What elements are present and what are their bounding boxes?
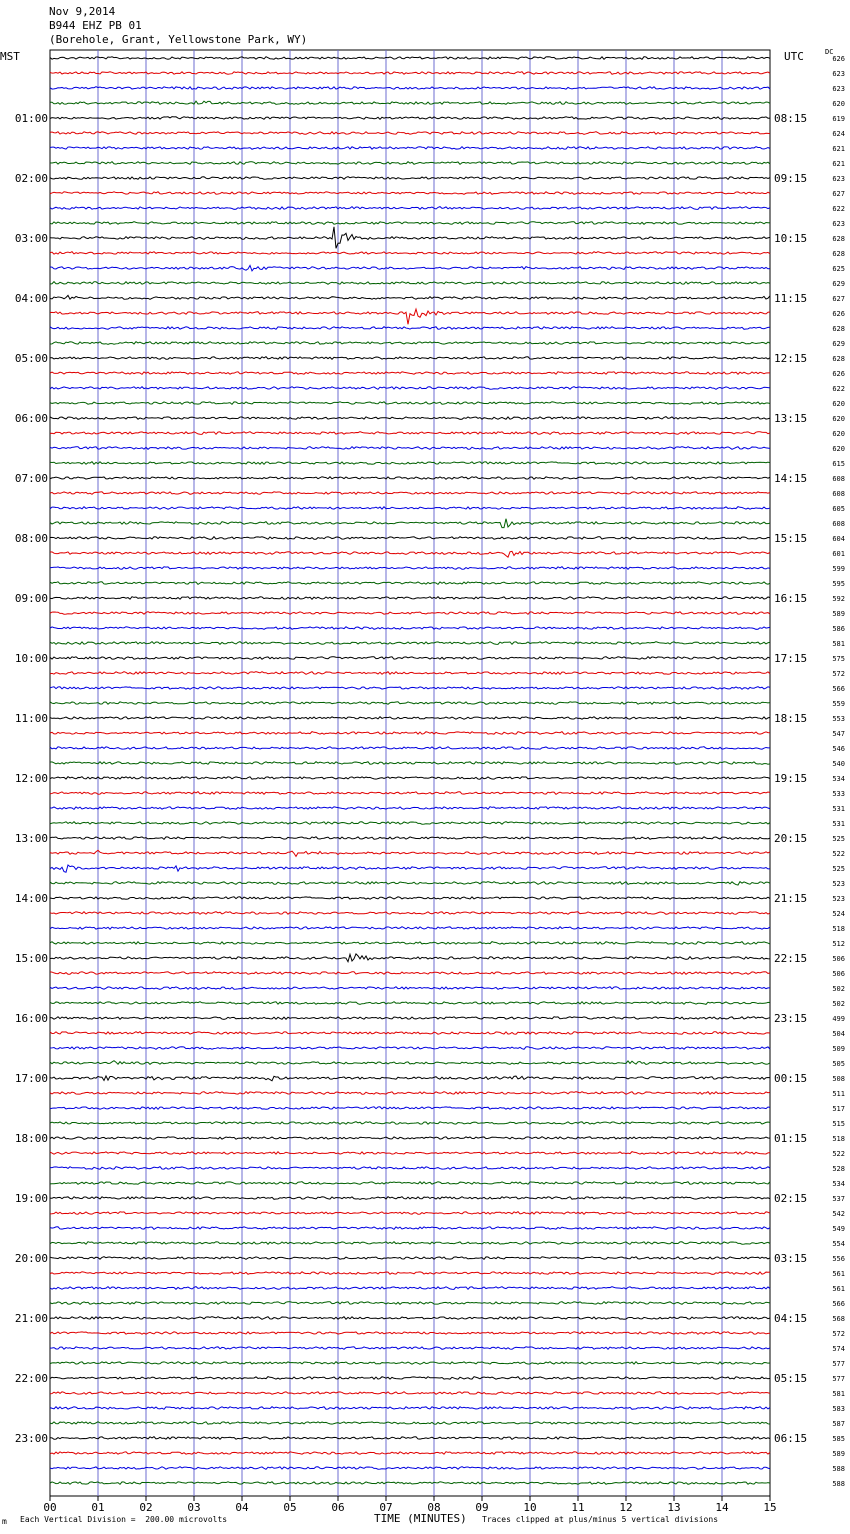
trace-line xyxy=(50,1347,770,1350)
trace-line xyxy=(50,282,770,285)
trace-line xyxy=(50,1107,770,1110)
x-tick-label: 13 xyxy=(667,1501,681,1514)
x-tick-label: 08 xyxy=(427,1501,441,1514)
trace-line xyxy=(50,792,770,795)
hour-label-right: 00:15 xyxy=(774,1072,808,1085)
dc-offset-label: 626 xyxy=(832,310,845,318)
dc-offset-label: 533 xyxy=(832,790,845,798)
hour-label-right: 16:15 xyxy=(774,592,808,605)
trace-line xyxy=(50,1032,770,1035)
x-tick-label: 10 xyxy=(523,1501,537,1514)
dc-offset-label: 625 xyxy=(832,265,845,273)
trace-line xyxy=(50,1332,770,1335)
trace-line xyxy=(50,1242,770,1245)
hour-label-left: 07:00 xyxy=(14,472,48,485)
dc-offset-label: 628 xyxy=(832,250,845,258)
trace-line xyxy=(50,162,770,165)
dc-offset-label: 624 xyxy=(832,130,845,138)
dc-offset-label: 556 xyxy=(832,1255,845,1263)
hour-label-right: 09:15 xyxy=(774,172,808,185)
dc-offset-label: 523 xyxy=(832,895,845,903)
trace-line xyxy=(50,147,770,150)
trace-line xyxy=(50,972,770,975)
dc-offset-label: 549 xyxy=(832,1225,845,1233)
trace-line xyxy=(50,837,770,840)
dc-offset-label: 587 xyxy=(832,1420,845,1428)
dc-offset-label: 588 xyxy=(832,1465,845,1473)
trace-line xyxy=(50,627,770,630)
hour-label-right: 03:15 xyxy=(774,1252,808,1265)
trace-line xyxy=(50,807,770,810)
hour-label-right: 13:15 xyxy=(774,412,808,425)
right-timezone-label: UTC xyxy=(784,50,804,63)
dc-offset-label: 561 xyxy=(832,1270,845,1278)
trace-line xyxy=(50,387,770,390)
trace-line xyxy=(50,1392,770,1395)
trace-line xyxy=(50,1407,770,1410)
trace-line xyxy=(50,477,770,480)
dc-offset-label: 629 xyxy=(832,280,845,288)
dc-offset-label: 522 xyxy=(832,1150,845,1158)
trace-line xyxy=(50,1287,770,1290)
dc-offset-label: 531 xyxy=(832,805,845,813)
dc-offset-label: 559 xyxy=(832,700,845,708)
dc-offset-label: 506 xyxy=(832,970,845,978)
trace-line xyxy=(50,1061,770,1065)
trace-line xyxy=(50,357,770,360)
dc-offset-label: 528 xyxy=(832,1165,845,1173)
hour-label-right: 23:15 xyxy=(774,1012,808,1025)
trace-line xyxy=(50,372,770,375)
trace-line xyxy=(50,822,770,825)
trace-line xyxy=(50,57,770,60)
dc-offset-label: 605 xyxy=(832,505,845,513)
dc-offset-label: 581 xyxy=(832,640,845,648)
dc-offset-label: 512 xyxy=(832,940,845,948)
station-location: (Borehole, Grant, Yellowstone Park, WY) xyxy=(49,33,308,46)
trace-line xyxy=(50,417,770,420)
dc-offset-label: 623 xyxy=(832,175,845,183)
dc-offset-label: 561 xyxy=(832,1285,845,1293)
hour-label-left: 10:00 xyxy=(14,652,48,665)
dc-offset-label: 577 xyxy=(832,1375,845,1383)
trace-line xyxy=(50,192,770,195)
hour-label-right: 20:15 xyxy=(774,832,808,845)
hour-label-left: 02:00 xyxy=(14,172,48,185)
dc-label: DC xyxy=(825,48,834,56)
chart-date: Nov 9,2014 xyxy=(49,5,116,18)
trace-line xyxy=(50,1272,770,1275)
dc-offset-label: 626 xyxy=(832,370,845,378)
trace-line xyxy=(50,1257,770,1260)
dc-offset-label: 572 xyxy=(832,1330,845,1338)
trace-line xyxy=(50,612,770,615)
trace-line xyxy=(50,87,770,90)
dc-offset-label: 574 xyxy=(832,1345,845,1353)
dc-offset-label: 568 xyxy=(832,1315,845,1323)
hour-label-right: 14:15 xyxy=(774,472,808,485)
dc-offset-label: 547 xyxy=(832,730,845,738)
trace-line xyxy=(50,865,770,872)
trace-line xyxy=(50,1017,770,1020)
hour-label-right: 22:15 xyxy=(774,952,808,965)
hour-label-right: 06:15 xyxy=(774,1432,808,1445)
x-tick-label: 05 xyxy=(283,1501,297,1514)
dc-offset-label: 627 xyxy=(832,295,845,303)
hour-label-left: 16:00 xyxy=(14,1012,48,1025)
hour-label-left: 20:00 xyxy=(14,1252,48,1265)
trace-line xyxy=(50,1137,770,1140)
scale-note: Each Vertical Division = 200.00 microvolts xyxy=(20,1515,228,1524)
dc-offset-label: 583 xyxy=(832,1405,845,1413)
hour-label-left: 17:00 xyxy=(14,1072,48,1085)
trace-line xyxy=(50,72,770,75)
dc-offset-label: 537 xyxy=(832,1195,845,1203)
trace-line xyxy=(50,309,770,324)
dc-offset-label: 534 xyxy=(832,1180,845,1188)
dc-offset-label: 524 xyxy=(832,910,845,918)
dc-offset-label: 508 xyxy=(832,1075,845,1083)
trace-line xyxy=(50,762,770,765)
dc-offset-label: 629 xyxy=(832,340,845,348)
trace-line xyxy=(50,1422,770,1424)
dc-offset-label: 554 xyxy=(832,1240,845,1248)
trace-line xyxy=(50,132,770,135)
hour-label-left: 15:00 xyxy=(14,952,48,965)
trace-line xyxy=(50,1076,770,1081)
trace-line xyxy=(50,1167,770,1170)
hour-label-right: 19:15 xyxy=(774,772,808,785)
dc-offset-label: 566 xyxy=(832,685,845,693)
x-tick-label: 01 xyxy=(91,1501,105,1514)
x-tick-label: 02 xyxy=(139,1501,153,1514)
x-tick-label: 06 xyxy=(331,1501,345,1514)
x-tick-label: 00 xyxy=(43,1501,57,1514)
clip-note: Traces clipped at plus/minus 5 vertical divisions xyxy=(482,1515,719,1524)
trace-line xyxy=(50,265,770,270)
dc-offset-label: 595 xyxy=(832,580,845,588)
dc-offset-label: 623 xyxy=(832,85,845,93)
trace-line xyxy=(50,1452,770,1455)
dc-offset-label: 518 xyxy=(832,925,845,933)
trace-line xyxy=(50,1092,770,1095)
trace-line xyxy=(50,567,770,570)
dc-offset-label: 502 xyxy=(832,985,845,993)
hour-label-right: 15:15 xyxy=(774,532,808,545)
trace-line xyxy=(50,927,770,930)
dc-offset-label: 619 xyxy=(832,115,845,123)
dc-offset-label: 499 xyxy=(832,1015,845,1023)
dc-offset-label: 517 xyxy=(832,1105,845,1113)
dc-offset-label: 534 xyxy=(832,775,845,783)
trace-line xyxy=(50,717,770,720)
trace-line xyxy=(50,897,770,900)
hour-label-right: 08:15 xyxy=(774,112,808,125)
trace-line xyxy=(50,850,770,856)
dc-offset-label: 546 xyxy=(832,745,845,753)
dc-offset-label: 572 xyxy=(832,670,845,678)
trace-line xyxy=(50,642,770,645)
trace-line xyxy=(50,551,770,557)
trace-line xyxy=(50,207,770,210)
trace-line xyxy=(50,987,770,990)
hour-label-right: 05:15 xyxy=(774,1372,808,1385)
hour-label-left: 13:00 xyxy=(14,832,48,845)
dc-offset-label: 620 xyxy=(832,430,845,438)
x-tick-label: 09 xyxy=(475,1501,489,1514)
x-tick-label: 12 xyxy=(619,1501,633,1514)
trace-line xyxy=(50,672,770,675)
trace-line xyxy=(50,222,770,225)
dc-offset-label: 628 xyxy=(832,355,845,363)
dc-offset-label: 601 xyxy=(832,550,845,558)
hour-label-right: 17:15 xyxy=(774,652,808,665)
trace-line xyxy=(50,597,770,600)
trace-line xyxy=(50,1302,770,1305)
trace-line xyxy=(50,1002,770,1005)
trace-line xyxy=(50,687,770,690)
hour-label-right: 02:15 xyxy=(774,1192,808,1205)
dc-offset-label: 553 xyxy=(832,715,845,723)
trace-line xyxy=(50,582,770,585)
trace-line xyxy=(50,462,770,465)
trace-line xyxy=(50,954,770,962)
trace-line xyxy=(50,402,770,405)
trace-line xyxy=(50,519,770,528)
x-tick-label: 07 xyxy=(379,1501,393,1514)
trace-line xyxy=(50,1197,770,1200)
trace-line xyxy=(50,507,770,510)
dc-offset-label: 620 xyxy=(832,415,845,423)
x-tick-label: 11 xyxy=(571,1501,585,1514)
dc-offset-label: 577 xyxy=(832,1360,845,1368)
dc-offset-label: 599 xyxy=(832,565,845,573)
trace-line xyxy=(50,1212,770,1215)
trace-line xyxy=(50,1362,770,1365)
trace-line xyxy=(50,295,770,299)
hour-label-left: 04:00 xyxy=(14,292,48,305)
dc-offset-label: 586 xyxy=(832,625,845,633)
hour-label-right: 12:15 xyxy=(774,352,808,365)
dc-offset-label: 542 xyxy=(832,1210,845,1218)
hour-label-right: 18:15 xyxy=(774,712,808,725)
hour-label-right: 21:15 xyxy=(774,892,808,905)
trace-line xyxy=(50,942,770,945)
dc-offset-label: 566 xyxy=(832,1300,845,1308)
hour-label-left: 06:00 xyxy=(14,412,48,425)
trace-line xyxy=(50,1227,770,1230)
dc-offset-label: 620 xyxy=(832,100,845,108)
dc-offset-label: 506 xyxy=(832,955,845,963)
trace-line xyxy=(50,1482,770,1485)
hour-label-right: 04:15 xyxy=(774,1312,808,1325)
trace-line xyxy=(50,882,770,885)
dc-offset-label: 623 xyxy=(832,70,845,78)
trace-line xyxy=(50,227,770,249)
hour-label-left: 21:00 xyxy=(14,1312,48,1325)
hour-label-left: 22:00 xyxy=(14,1372,48,1385)
dc-offset-label: 509 xyxy=(832,1045,845,1053)
trace-line xyxy=(50,1467,770,1470)
trace-line xyxy=(50,432,770,435)
trace-line xyxy=(50,1047,770,1050)
trace-line xyxy=(50,252,770,255)
dc-offset-label: 626 xyxy=(832,55,845,63)
dc-offset-label: 608 xyxy=(832,520,845,528)
dc-offset-label: 518 xyxy=(832,1135,845,1143)
dc-offset-label: 525 xyxy=(832,865,845,873)
dc-offset-label: 621 xyxy=(832,145,845,153)
trace-line xyxy=(50,327,770,330)
dc-offset-label: 627 xyxy=(832,190,845,198)
hour-label-left: 09:00 xyxy=(14,592,48,605)
dc-offset-label: 505 xyxy=(832,1060,845,1068)
hour-label-right: 11:15 xyxy=(774,292,808,305)
dc-offset-label: 585 xyxy=(832,1435,845,1443)
dc-offset-label: 623 xyxy=(832,220,845,228)
hour-label-left: 11:00 xyxy=(14,712,48,725)
dc-offset-label: 531 xyxy=(832,820,845,828)
dc-offset-label: 615 xyxy=(832,460,845,468)
left-timezone-label: MST xyxy=(0,50,20,63)
station-code: B944 EHZ PB 01 xyxy=(49,19,142,32)
dc-offset-label: 511 xyxy=(832,1090,845,1098)
dc-offset-label: 589 xyxy=(832,1450,845,1458)
dc-offset-label: 608 xyxy=(832,475,845,483)
trace-line xyxy=(50,747,770,750)
dc-offset-label: 588 xyxy=(832,1480,845,1488)
hour-label-right: 01:15 xyxy=(774,1132,808,1145)
trace-line xyxy=(50,1182,770,1185)
trace-line xyxy=(50,912,770,915)
dc-offset-label: 621 xyxy=(832,160,845,168)
hour-label-left: 05:00 xyxy=(14,352,48,365)
hour-label-left: 03:00 xyxy=(14,232,48,245)
x-tick-label: 14 xyxy=(715,1501,729,1514)
dc-offset-label: 628 xyxy=(832,235,845,243)
trace-line xyxy=(50,537,770,540)
dc-offset-label: 522 xyxy=(832,850,845,858)
hour-label-left: 23:00 xyxy=(14,1432,48,1445)
hour-label-right: 10:15 xyxy=(774,232,808,245)
dc-offset-label: 575 xyxy=(832,655,845,663)
trace-line xyxy=(50,492,770,495)
dc-offset-label: 581 xyxy=(832,1390,845,1398)
hour-label-left: 19:00 xyxy=(14,1192,48,1205)
trace-line xyxy=(50,117,770,120)
dc-offset-label: 604 xyxy=(832,535,845,543)
dc-offset-label: 608 xyxy=(832,490,845,498)
dc-offset-label: 589 xyxy=(832,610,845,618)
trace-line xyxy=(50,447,770,450)
trace-line xyxy=(50,1122,770,1125)
hour-label-left: 01:00 xyxy=(14,112,48,125)
trace-line xyxy=(50,1317,770,1320)
trace-line xyxy=(50,702,770,705)
x-tick-label: 15 xyxy=(763,1501,777,1514)
trace-line xyxy=(50,1152,770,1155)
trace-line xyxy=(50,777,770,780)
dc-offset-label: 620 xyxy=(832,445,845,453)
x-tick-label: 03 xyxy=(187,1501,201,1514)
trace-line xyxy=(50,1437,770,1440)
dc-offset-label: 515 xyxy=(832,1120,845,1128)
x-axis-label: TIME (MINUTES) xyxy=(374,1512,467,1525)
trace-line xyxy=(50,732,770,735)
dc-offset-label: 592 xyxy=(832,595,845,603)
hour-label-left: 12:00 xyxy=(14,772,48,785)
dc-offset-label: 504 xyxy=(832,1030,845,1038)
trace-line xyxy=(50,342,770,345)
dc-offset-label: 622 xyxy=(832,385,845,393)
trace-line xyxy=(50,101,770,104)
dc-offset-label: 620 xyxy=(832,400,845,408)
dc-offset-label: 523 xyxy=(832,880,845,888)
dc-offset-label: 628 xyxy=(832,325,845,333)
dc-offset-label: 622 xyxy=(832,205,845,213)
trace-line xyxy=(50,657,770,660)
dc-offset-label: 525 xyxy=(832,835,845,843)
hour-label-left: 18:00 xyxy=(14,1132,48,1145)
hour-label-left: 14:00 xyxy=(14,892,48,905)
trace-line xyxy=(50,177,770,180)
trace-line xyxy=(50,1377,770,1380)
scale-mark: m xyxy=(2,1517,7,1526)
dc-offset-label: 540 xyxy=(832,760,845,768)
x-tick-label: 04 xyxy=(235,1501,249,1514)
dc-offset-label: 502 xyxy=(832,1000,845,1008)
plot-frame xyxy=(50,50,770,1496)
hour-label-left: 08:00 xyxy=(14,532,48,545)
